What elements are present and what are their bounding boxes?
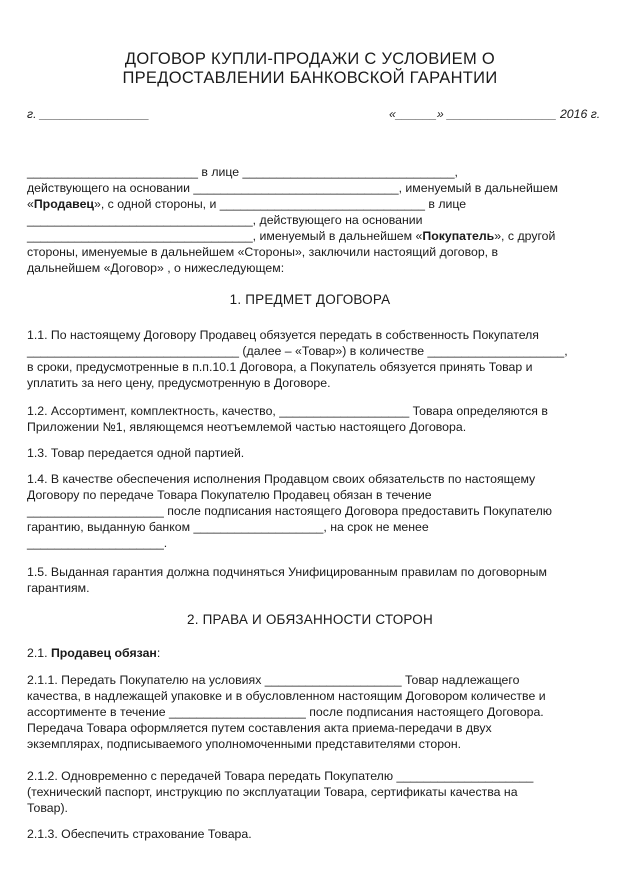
clause-2-1-2-line: 2.1.2. Одновременно с передачей Товара передать Покупателю ____________________ [27, 769, 534, 783]
clause-2-1-2-line: (технический паспорт, инструкцию по эксплуатации Товара, сертификаты качества на [27, 785, 518, 799]
clause-1-2-line: 1.2. Ассортимент, комплектность, качество, ___________________ Товара определяются в [27, 404, 548, 418]
date-field: «______» ________________ 2016 г. [389, 107, 601, 121]
clause-1-1-line: _______________________________ (далее – «Товар») в количестве ____________________, [27, 344, 568, 358]
clause-1-1-line: 1.1. По настоящему Договору Продавец обязуется передать в собственность Покупателя [27, 328, 539, 342]
preamble-line: действующего на основании ______________________________, именуемый в дальнейшем [27, 181, 559, 195]
preamble-line: _________________________________, действующего на основании [27, 213, 423, 227]
clause-1-4-line: Договору по передаче Товара Покупателю Продавец обязан в течение [27, 488, 432, 502]
preamble-line: _________________________________, именуемый в дальнейшем «Покупатель», с другой [27, 229, 556, 243]
clause-1-5-line: 1.5. Выданная гарантия должна подчиняться Унифицированным правилам по договорным [27, 565, 547, 579]
clause-1-1-line: в сроки, предусмотренные в п.п.10.1 Договора, а Покупатель обязуется принять Товар и [27, 360, 533, 374]
clause-2-1-1-line: 2.1.1. Передать Покупателю на условиях ____________________ Товар надлежащего [27, 673, 520, 687]
clause-1-1-line: уплатить за него цену, предусмотренную в Договоре. [27, 376, 331, 390]
section-1-heading: 1. ПРЕДМЕТ ДОГОВОРА [229, 292, 391, 307]
clause-2-1-1-line: качества, в надлежащей упаковке и в обусловленном настоящим Договором количестве и [27, 689, 546, 703]
clause-2-1-1-line: ассортименте в течение ____________________ после подписания настоящего Договора. [27, 705, 544, 719]
clause-1-3: 1.3. Товар передается одной партией. [27, 446, 245, 460]
clause-1-2-line: Приложении №1, являющемся неотъемлемой частью настоящего Договора. [27, 420, 467, 434]
clause-2-1: 2.1. Продавец обязан: [27, 646, 161, 660]
clause-2-1-3: 2.1.3. Обеспечить страхование Товара. [27, 827, 252, 841]
clause-2-1-1-line: экземплярах, подписываемого уполномоченными представителями сторон. [27, 737, 462, 751]
document-title-line-1: ДОГОВОР КУПЛИ-ПРОДАЖИ С УСЛОВИЕМ О [124, 50, 496, 68]
clause-1-4-line: 1.4. В качестве обеспечения исполнения Продавцом своих обязательств по настоящему [27, 472, 536, 486]
section-2-heading: 2. ПРАВА И ОБЯЗАННОСТИ СТОРОН [187, 612, 433, 627]
clause-1-4-line: ____________________. [27, 536, 168, 550]
place-field: г. ________________ [27, 107, 150, 121]
clause-1-5-line: гарантиям. [27, 581, 90, 595]
document-title-line-2: ПРЕДОСТАВЛЕНИИ БАНКОВСКОЙ ГАРАНТИИ [122, 69, 498, 87]
preamble-line: дальнейшем «Договор» , о нижеследующем: [27, 261, 285, 275]
clause-1-4-line: ____________________ после подписания настоящего Договора предоставить Покупателю [27, 504, 552, 518]
clause-1-4-line: гарантию, выданную банком ___________________, на срок не менее [27, 520, 429, 534]
preamble-line: _________________________ в лице _______________________________, [27, 165, 458, 179]
preamble-line: «Продавец», с одной стороны, и ______________________________ в лице [27, 197, 467, 211]
clause-2-1-1-line: Передача Товара оформляется путем составления акта приема-передачи в двух [27, 721, 492, 735]
clause-2-1-2-line: Товар). [27, 801, 68, 815]
preamble-line: стороны, именуемые в дальнейшем «Стороны», заключили настоящий договор, в [27, 245, 499, 259]
